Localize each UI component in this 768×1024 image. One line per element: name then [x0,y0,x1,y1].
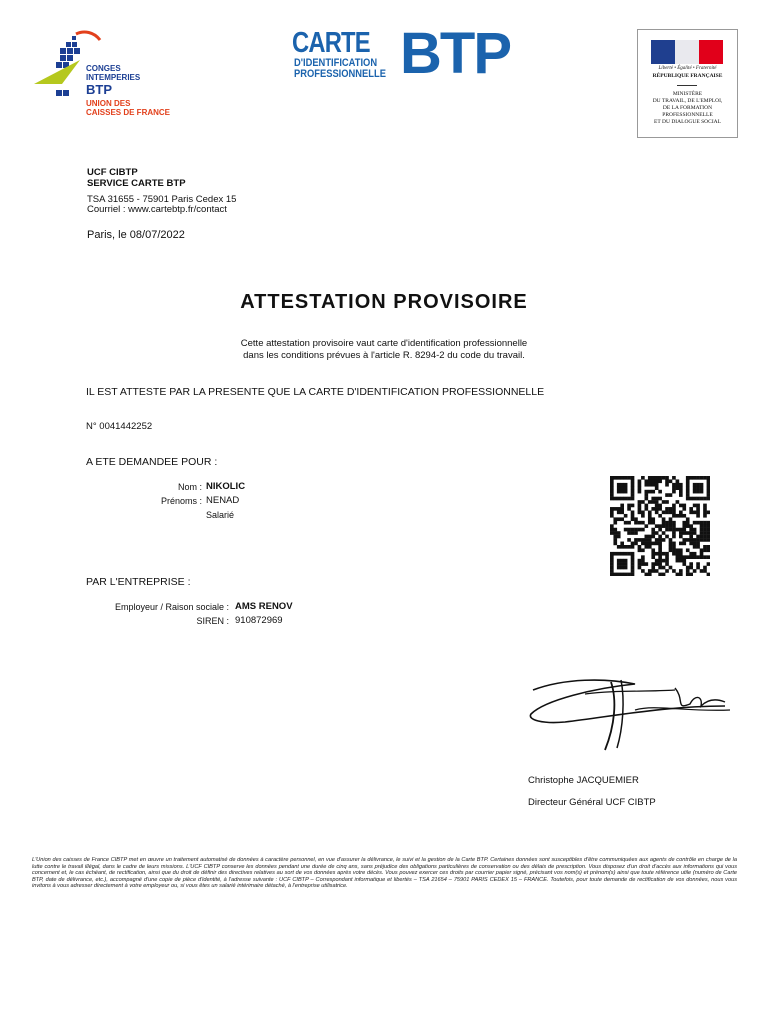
prenoms-label: Prénoms : [160,496,202,506]
carte-btp-logo-carte: CARTE [292,27,370,59]
conges-intemperies-btp-logo [32,28,182,124]
carte-btp-logo-identification: D'IDENTIFICATION [294,57,378,69]
ministry-line: DE LA FORMATION [662,105,713,111]
employer-label: Employeur / Raison sociale : [114,602,229,612]
sender-org: UCF CIBTP [87,167,138,178]
sender-address: TSA 31655 - 75901 Paris Cedex 15 [87,194,237,205]
nom-value: NIKOLIC [206,481,246,492]
divider [677,85,697,86]
employer-value: AMS RENOV [235,601,293,612]
conges-logo-line1: CONGES [86,64,121,73]
qr-code-icon [610,476,718,576]
status-value: Salarié [206,510,235,520]
ministry-name [638,91,737,126]
republique-francaise-ministry-logo [637,29,738,138]
conges-logo-line3: BTP [86,82,112,97]
carte-btp-logo-professionnelle: PROFESSIONNELLE [294,68,386,80]
ministry-line: DU TRAVAIL, DE L'EMPLOI, [652,98,723,104]
nom-label: Nom : [177,482,202,492]
prenoms-value: NENAD [206,495,240,506]
republic-name: RÉPUBLIQUE FRANÇAISE [652,73,723,79]
legal-notice: L'Union des caisses de France CIBTP met en œuvre un traitement automatisé de données à caractère personnel, en vue d'assurer la délivrance, le suivi et la gestion de la Carte BTP. Certaines données sont susceptibles d'être communiquées aux agents de contrôle en charge de la lutte contre le travail illégal, dans le cadre de leurs missions. L'UCF CIBTP conserve les données pendant une durée de cinq ans, sans préjudice des obligations particulières de conservation ou des délais de prescription. Vous disposez d'un droit d'accès aux informations qui vous concernent et, le cas échéant, de rectification, ainsi que du droit de définir des directives relatives au sort de vos données après votre décès. Vous pouvez exercer ces droits par courrier papier signé, précisant vos nom(s) et prénom(s) ainsi que toute référence utile (numéro de Carte BTP, date de délivrance, etc.), accompagné d'une copie de pièce d'identité, à l'adresse suivante : UCF CIBTP – Correspondant informatique et libertés – TSA 21654 – 75901 PARIS CEDEX 15 – FRANCE. Toutefois, pour toute demande de rectification de vos données, nous vous invitons à vous adresser directement à votre employeur ou, si vous êtes un salarié intérimaire détaché, à l'entreprise utilisatrice. [32,857,737,890]
requested-for-heading: A ETE DEMANDEE POUR : [86,456,218,468]
signatory-name: Christophe JACQUEMIER [528,775,639,786]
carte-btp-logo [292,21,516,86]
ministry-line: PROFESSIONNELLE [662,112,713,118]
company-heading: PAR L'ENTREPRISE : [86,576,191,588]
signatory-title: Directeur Général UCF CIBTP [528,797,656,808]
sender-contact: Courriel : www.cartebtp.fr/contact [87,204,227,215]
subtitle-line2: dans les conditions prévues à l'article R. 8294-2 du code du travail. [243,350,525,361]
french-flag-icon [651,40,723,64]
subtitle-line1: Cette attestation provisoire vaut carte d'identification professionnelle [240,338,528,349]
handwritten-signature [525,670,735,752]
document-title: ATTESTATION PROVISOIRE [240,291,528,313]
sender-service: SERVICE CARTE BTP [87,178,186,189]
conges-logo-line4: UNION DES [86,99,131,108]
siren-value: 910872969 [235,615,283,626]
conges-logo-line5: CAISSES DE FRANCE [86,108,171,117]
carte-btp-logo-btp: BTP [400,21,510,86]
letter-date: Paris, le 08/07/2022 [87,229,185,241]
ministry-line: ET DU DIALOGUE SOCIAL [654,119,721,125]
siren-label: SIREN : [196,616,229,626]
attestation-statement: IL EST ATTESTE PAR LA PRESENTE QUE LA CARTE D'IDENTIFICATION PROFESSIONNELLE [86,386,545,398]
card-number: N° 0041442252 [86,421,153,432]
conges-logo-line2: INTEMPERIES [86,73,141,82]
ministry-line: MINISTÈRE [672,91,703,97]
republic-motto: Liberté • Égalité • Fraternité [658,66,717,71]
